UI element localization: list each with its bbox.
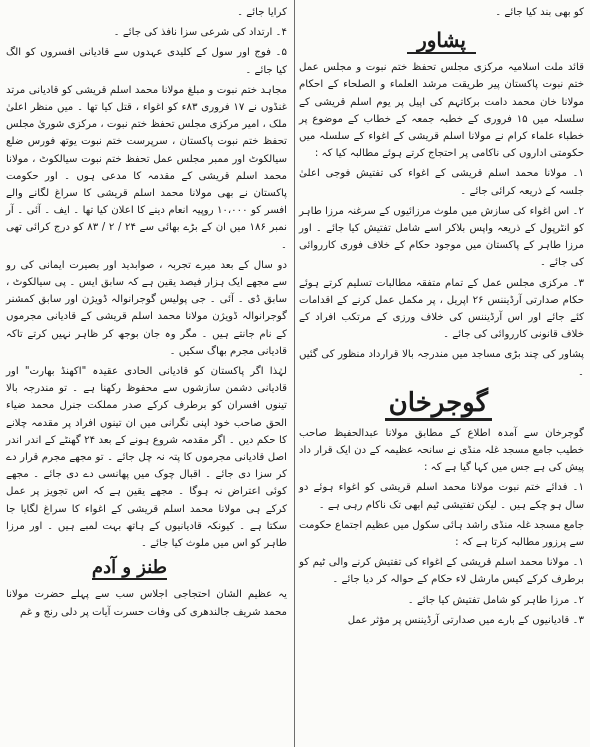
- gujarkhan-item: ۳۔ قادیانیوں کے بارے میں صدارتی آرڈیننس پر مؤثر عمل: [347, 614, 584, 626]
- demand-item: ۵۔ فوج اور سول کے کلیدی عہدوں سے قادیانی افسروں کو الگ کیا جائے ۔: [6, 47, 287, 76]
- section-heading-peshawar: پشاور: [299, 27, 584, 53]
- gujarkhan-item: ۲۔ مرزا طاہر کو شامل تفتیش کیا جائے ۔: [407, 594, 584, 606]
- paragraph: یہ عظیم الشان احتجاجی اجلاس سب سے پہلے حضرت مولانا محمد شریف جالندھری کی وفات حسرت آیات پر دلی رنج و غم: [6, 589, 287, 618]
- section-heading-tanz: طنز و آدم: [91, 557, 167, 579]
- gujarkhan-item: ۱۔ فدائے ختم نبوت مولانا محمد اسلم قریشی کو اغواء ہوئے دو سال ہو چکے ہیں ۔ لیکن تفتیشی ٹیم ابھی تک ناکام رہی ہے ۔: [299, 482, 584, 511]
- gujarkhan-item: ۱۔ مولانا محمد اسلم قریشی کے اغواء کی تفتیش کرنے والی ٹیم کو برطرف کرکے کیس مارشل لاء حکام کے حوالہ کر دیا جائے ۔: [299, 557, 584, 586]
- gujarkhan-intro: گوجرخان سے آمدہ اطلاع کے مطابق مولانا عبدالحفیظ صاحب خطیب جامع مسجد غلہ منڈی نے سانحہ عظیمہ کے دن ایک قرار داد پیش کی ہے جس میں کہا گیا ہے کہ :: [299, 427, 584, 474]
- paragraph: مجاہد ختم نبوت و مبلغ مولانا محمد اسلم قریشی کو قادیانی مرتد غنڈوں نے ۱۷ فروری ۸۳ء کو اغواء ، قتل کیا تھا ۔ میں منظر اعلیٰ ملک ، امیر مرکزی مجلس تحفظ ختم نبوت ، مرکزی شوریٰ مجلس تحفظ ختم نبوت پاکستان ، سرپرست ختم نبوت یوتھ فورس ضلع سیالکوٹ اور ممبر مجلس عمل تحفظ ختم نبوت سیالکوٹ ، مولانا محمد اسلم قریشی کے مقدمہ کا مدعی ہوں ۔ اور حکومت پاکستان نے بھی مولانا محمد اسلم قریشی کا سراغ لگانے والے افسر کو ۱۰،۰۰۰ روپیہ انعام دینے کا اعلان کیا تھا ۔ ایف ۔ آئی ۔ آر نمبر ۱۸۶ میں ان کے بڑے بھائی سے ۲۴ / ۲ / ۸۳ کو درج کرائی تھی ۔: [6, 84, 288, 251]
- gujarkhan-item: جامع مسجد غلہ منڈی راشد ہائی سکول میں عظیم اجتماع حکومت سے پرزور مطالبہ کرتا ہے کہ :: [298, 519, 584, 549]
- section-heading-gujarkhan: گوجرخان: [299, 387, 584, 419]
- right-column: [293, 0, 590, 747]
- left-column: [0, 0, 293, 747]
- peshawar-item: ۳۔ مرکزی مجلس عمل کے تمام متفقہ مطالبات تسلیم کرتے ہوئے حکام صدارتی آرڈیننس ۲۶ اپریل ، پر مکمل عمل کرنے کے اقدامات کئے جائے اور اس آرڈیننس کی خلاف ورزی کے مرتکب افراد کے خلاف قانونی کارروائی کی جائے ۔: [299, 277, 585, 341]
- peshawar-item: ۲۔ اس اغواء کی سازش میں ملوث مرزائیوں کے سرغنہ مرزا طاہر کو انٹرپول کے ذریعہ واپس بلاکر اسے شامل تفتیش کیا جائے ۔ اور مرزا طاہر کے پاکستان میں موجود حکام کے خلاف فوری کارروائی کی جائے ۔: [299, 205, 584, 269]
- paragraph: لہٰذا اگر پاکستان کو قادیانی الحادی عقیدہ "اکھنڈ بھارت" اور قادیانی دشمن سازشوں سے محفوظ رکھنا ہے ۔ تو مندرجہ بالا تینوں افسران کو برطرف کرکے صدر مملکت جنرل محمد ضیاء الحق صاحب خود اپنی نگرانی میں ان تینوں افراد پر مقدمہ چلانے کا حکم دیں ۔ اگر مقدمہ شروع ہونے کے بعد ۲۴ گھنٹے کے اندر اندر اصل قادیانی مجرموں کا پتہ نہ چل جائے ۔ تو مجھے مجرم قرار دے کر سزا دی جائے ۔ اقبال چوک میں پھانسی دے دی جائے ۔ مجھے کوئی اعتراض نہ ہوگا ۔ مجھے یقین ہے کہ اس تجویز پر عمل کرکے ہی مولانا محمد اسلم قریشی کے اغواء کا سراغ لگایا جا سکتا ہے ۔ کیونکہ قادیانیوں کے ہاتھ بہت لمبے ہیں ۔ اور مرزا طاہر کو اس میں ملوث کیا جائے ۔: [6, 366, 287, 550]
- peshawar-closing: پشاور کی چند بڑی مساجد میں مندرجہ بالا قرارداد منظور کی گئیں ۔: [299, 349, 584, 378]
- peshawar-item: ۱۔ مولانا محمد اسلم قریشی کے اغواء کی تفتیش فوجی اعلیٰ جلسہ کے ذریعہ کرائی جائے ۔: [299, 168, 584, 197]
- left-top-line: کرایا جائے ۔: [237, 7, 287, 18]
- peshawar-intro: قائد ملت اسلامیہ مرکزی مجلس تحفظ ختم نبوت و مجلس عمل ختم نبوت پاکستان پیر طریقت مرشد العلماء و الصلحاء کے احکام مولانا خان محمد دامت برکاتہم کی اپیل پر یوم اسلم قریشی کے سلسلہ میں ۱۵ فروری کے خطبہ جمعہ کے خطاب کے موضوع پر خطباء علماء کرام نے مولانا اسلم قریشی کے اغواء کے سلسلہ میں حکومتی اداروں کی ناکامی پر احتجاج کرتے ہوئے مطالبہ کیا کہ :: [299, 62, 584, 160]
- paragraph: دو سال کے بعد میرے تجربہ ، صوابدید اور بصیرت ایمانی کی رو سے مجھے ایک ہزار فیصد یقین ہے کہ سابق ایس ۔ پی سیالکوٹ ، سابق ڈی ۔ آئی ۔ جی پولیس گوجرانوالہ ڈویژن اور سابق کمشنر گوجرانوالہ ڈویژن مولانا محمد اسلم قریشی کے قادیانی مجرموں کے نام جانتے ہیں ۔ مگر وہ جان بوجھ کر ظاہر نہیں کرتے تاکہ قادیانی مجرم بھاگ سکیں ۔: [6, 259, 287, 357]
- right-top-line: کو بھی بند کیا جائے ۔: [495, 7, 584, 18]
- demand-item: ۴۔ ارتداد کی شرعی سزا نافذ کی جائے ۔: [113, 27, 287, 39]
